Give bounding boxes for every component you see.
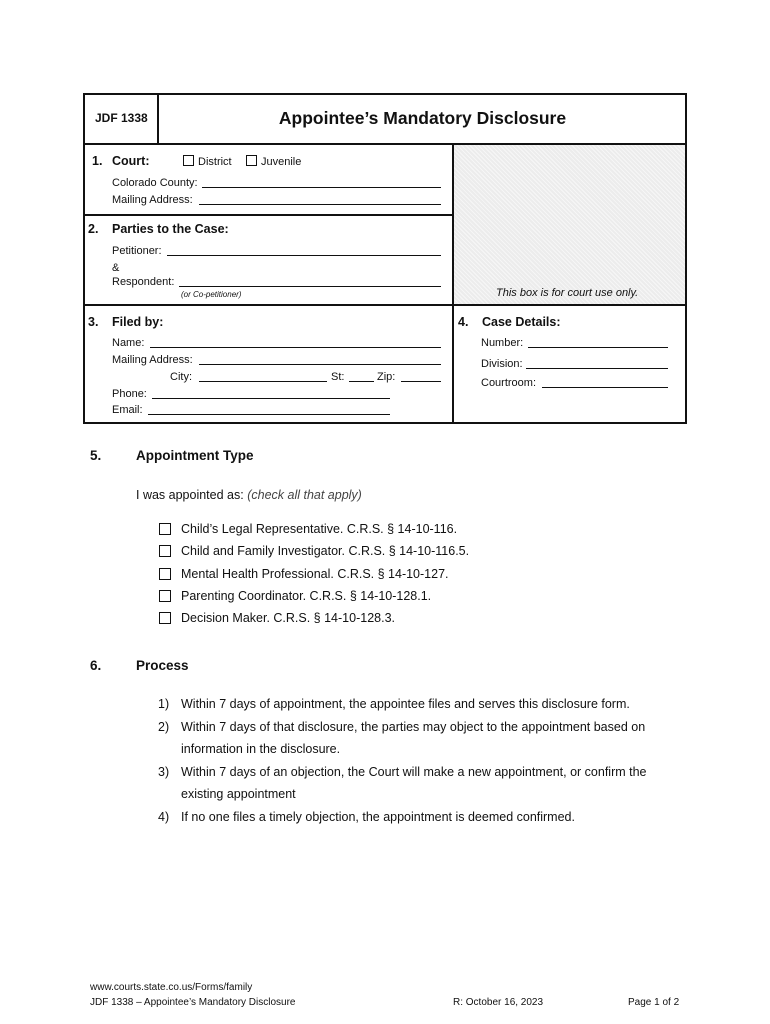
court-mailing-field[interactable] — [199, 204, 441, 205]
process-step-4-text: If no one files a timely objection, the appointment is deemed confirmed. — [181, 810, 575, 824]
court-use-note: This box is for court use only. — [496, 287, 639, 299]
district-label: District — [198, 156, 232, 168]
courtroom-field[interactable] — [542, 387, 668, 388]
parties-section-number: 2. — [88, 222, 99, 236]
form-title: Appointee’s Mandatory Disclosure — [278, 108, 567, 128]
decision-maker-label: Decision Maker. C.R.S. § 14-10-128.3. — [181, 611, 395, 625]
process-step-3-text: Within 7 days of an objection, the Court will make a new appointment, or confirm the — [181, 765, 647, 779]
city-field[interactable] — [199, 381, 327, 382]
county-field[interactable] — [202, 187, 441, 188]
name-label: Name: — [112, 337, 145, 349]
court-mailing-label: Mailing Address: — [112, 194, 193, 206]
footer-page-number: Page 1 of 2 — [628, 997, 680, 1008]
case-details-heading: Case Details: — [482, 315, 561, 329]
respondent-field[interactable] — [179, 286, 441, 287]
decision-maker-checkbox[interactable] — [159, 612, 171, 624]
courtroom-label: Courtroom: — [481, 377, 537, 389]
email-field[interactable] — [148, 414, 390, 415]
case-number-label: Number: — [481, 337, 524, 349]
co-petitioner-note: (or Co-petitioner) — [181, 290, 242, 299]
phone-label: Phone: — [112, 388, 147, 400]
filed-by-heading: Filed by: — [112, 315, 164, 329]
juvenile-checkbox[interactable] — [246, 155, 257, 166]
grid-divider-1 — [83, 214, 453, 216]
email-label: Email: — [112, 404, 143, 416]
division-field[interactable] — [526, 368, 668, 369]
appointment-intro — [136, 488, 362, 503]
respondent-label: Respondent: — [112, 276, 175, 288]
petitioner-field[interactable] — [167, 255, 441, 256]
cfi-checkbox[interactable] — [159, 545, 171, 557]
filed-by-section-number: 3. — [88, 315, 99, 329]
court-section-number: 1. — [92, 154, 103, 168]
petitioner-label: Petitioner: — [112, 245, 162, 257]
county-label: Colorado County: — [112, 177, 198, 189]
process-step-2-number: 2) — [158, 720, 170, 734]
appointment-intro-text: I was appointed as: — [136, 488, 244, 502]
parties-heading: Parties to the Case: — [112, 222, 229, 236]
zip-field[interactable] — [401, 381, 441, 382]
filer-mailing-field[interactable] — [199, 364, 441, 365]
process-step-3-text-cont: existing appointment — [181, 787, 296, 801]
process-heading: Process — [136, 658, 189, 673]
footer-form-name: JDF 1338 – Appointee’s Mandatory Disclosure — [90, 997, 296, 1008]
court-use-box — [454, 145, 685, 304]
childs-legal-rep-checkbox[interactable] — [159, 523, 171, 535]
process-section-number: 6. — [90, 658, 102, 673]
zip-label: Zip: — [377, 371, 396, 383]
mental-health-checkbox[interactable] — [159, 568, 171, 580]
case-details-section-number: 4. — [458, 315, 469, 329]
cfi-label: Child and Family Investigator. C.R.S. § 14-10-116.5. — [181, 544, 470, 558]
parenting-coordinator-label: Parenting Coordinator. C.R.S. § 14-10-128.1. — [181, 589, 432, 603]
district-checkbox[interactable] — [183, 155, 194, 166]
state-field[interactable] — [349, 381, 374, 382]
state-label: St: — [331, 371, 345, 383]
footer-url: www.courts.state.co.us/Forms/family — [90, 982, 253, 993]
case-number-field[interactable] — [528, 347, 668, 348]
process-step-2-text-cont: information in the disclosure. — [181, 742, 341, 756]
name-field[interactable] — [150, 347, 441, 348]
appointment-section-number: 5. — [90, 448, 102, 463]
juvenile-label: Juvenile — [261, 156, 302, 168]
process-step-2-text: Within 7 days of that disclosure, the parties may object to the appointment based on — [181, 720, 646, 734]
appointment-intro-note: (check all that apply) — [247, 488, 362, 502]
process-step-4-number: 4) — [158, 810, 170, 824]
mental-health-label: Mental Health Professional. C.R.S. § 14-10-127. — [181, 567, 449, 581]
division-label: Division: — [481, 358, 523, 370]
ampersand: & — [112, 262, 120, 274]
city-label: City: — [170, 371, 192, 383]
process-step-3-number: 3) — [158, 765, 170, 779]
phone-field[interactable] — [152, 398, 390, 399]
parenting-coordinator-checkbox[interactable] — [159, 590, 171, 602]
court-heading: Court: — [112, 154, 150, 168]
form-id: JDF 1338 — [95, 111, 148, 125]
appointment-heading: Appointment Type — [136, 448, 254, 463]
process-step-1-number: 1) — [158, 697, 170, 711]
process-step-1-text: Within 7 days of appointment, the appointee files and serves this disclosure form. — [181, 697, 630, 711]
grid-divider-2 — [83, 304, 687, 306]
footer-revision: R: October 16, 2023 — [453, 997, 544, 1008]
childs-legal-rep-label: Child’s Legal Representative. C.R.S. § 14-10-116. — [181, 522, 458, 536]
filer-mailing-label: Mailing Address: — [112, 354, 193, 366]
